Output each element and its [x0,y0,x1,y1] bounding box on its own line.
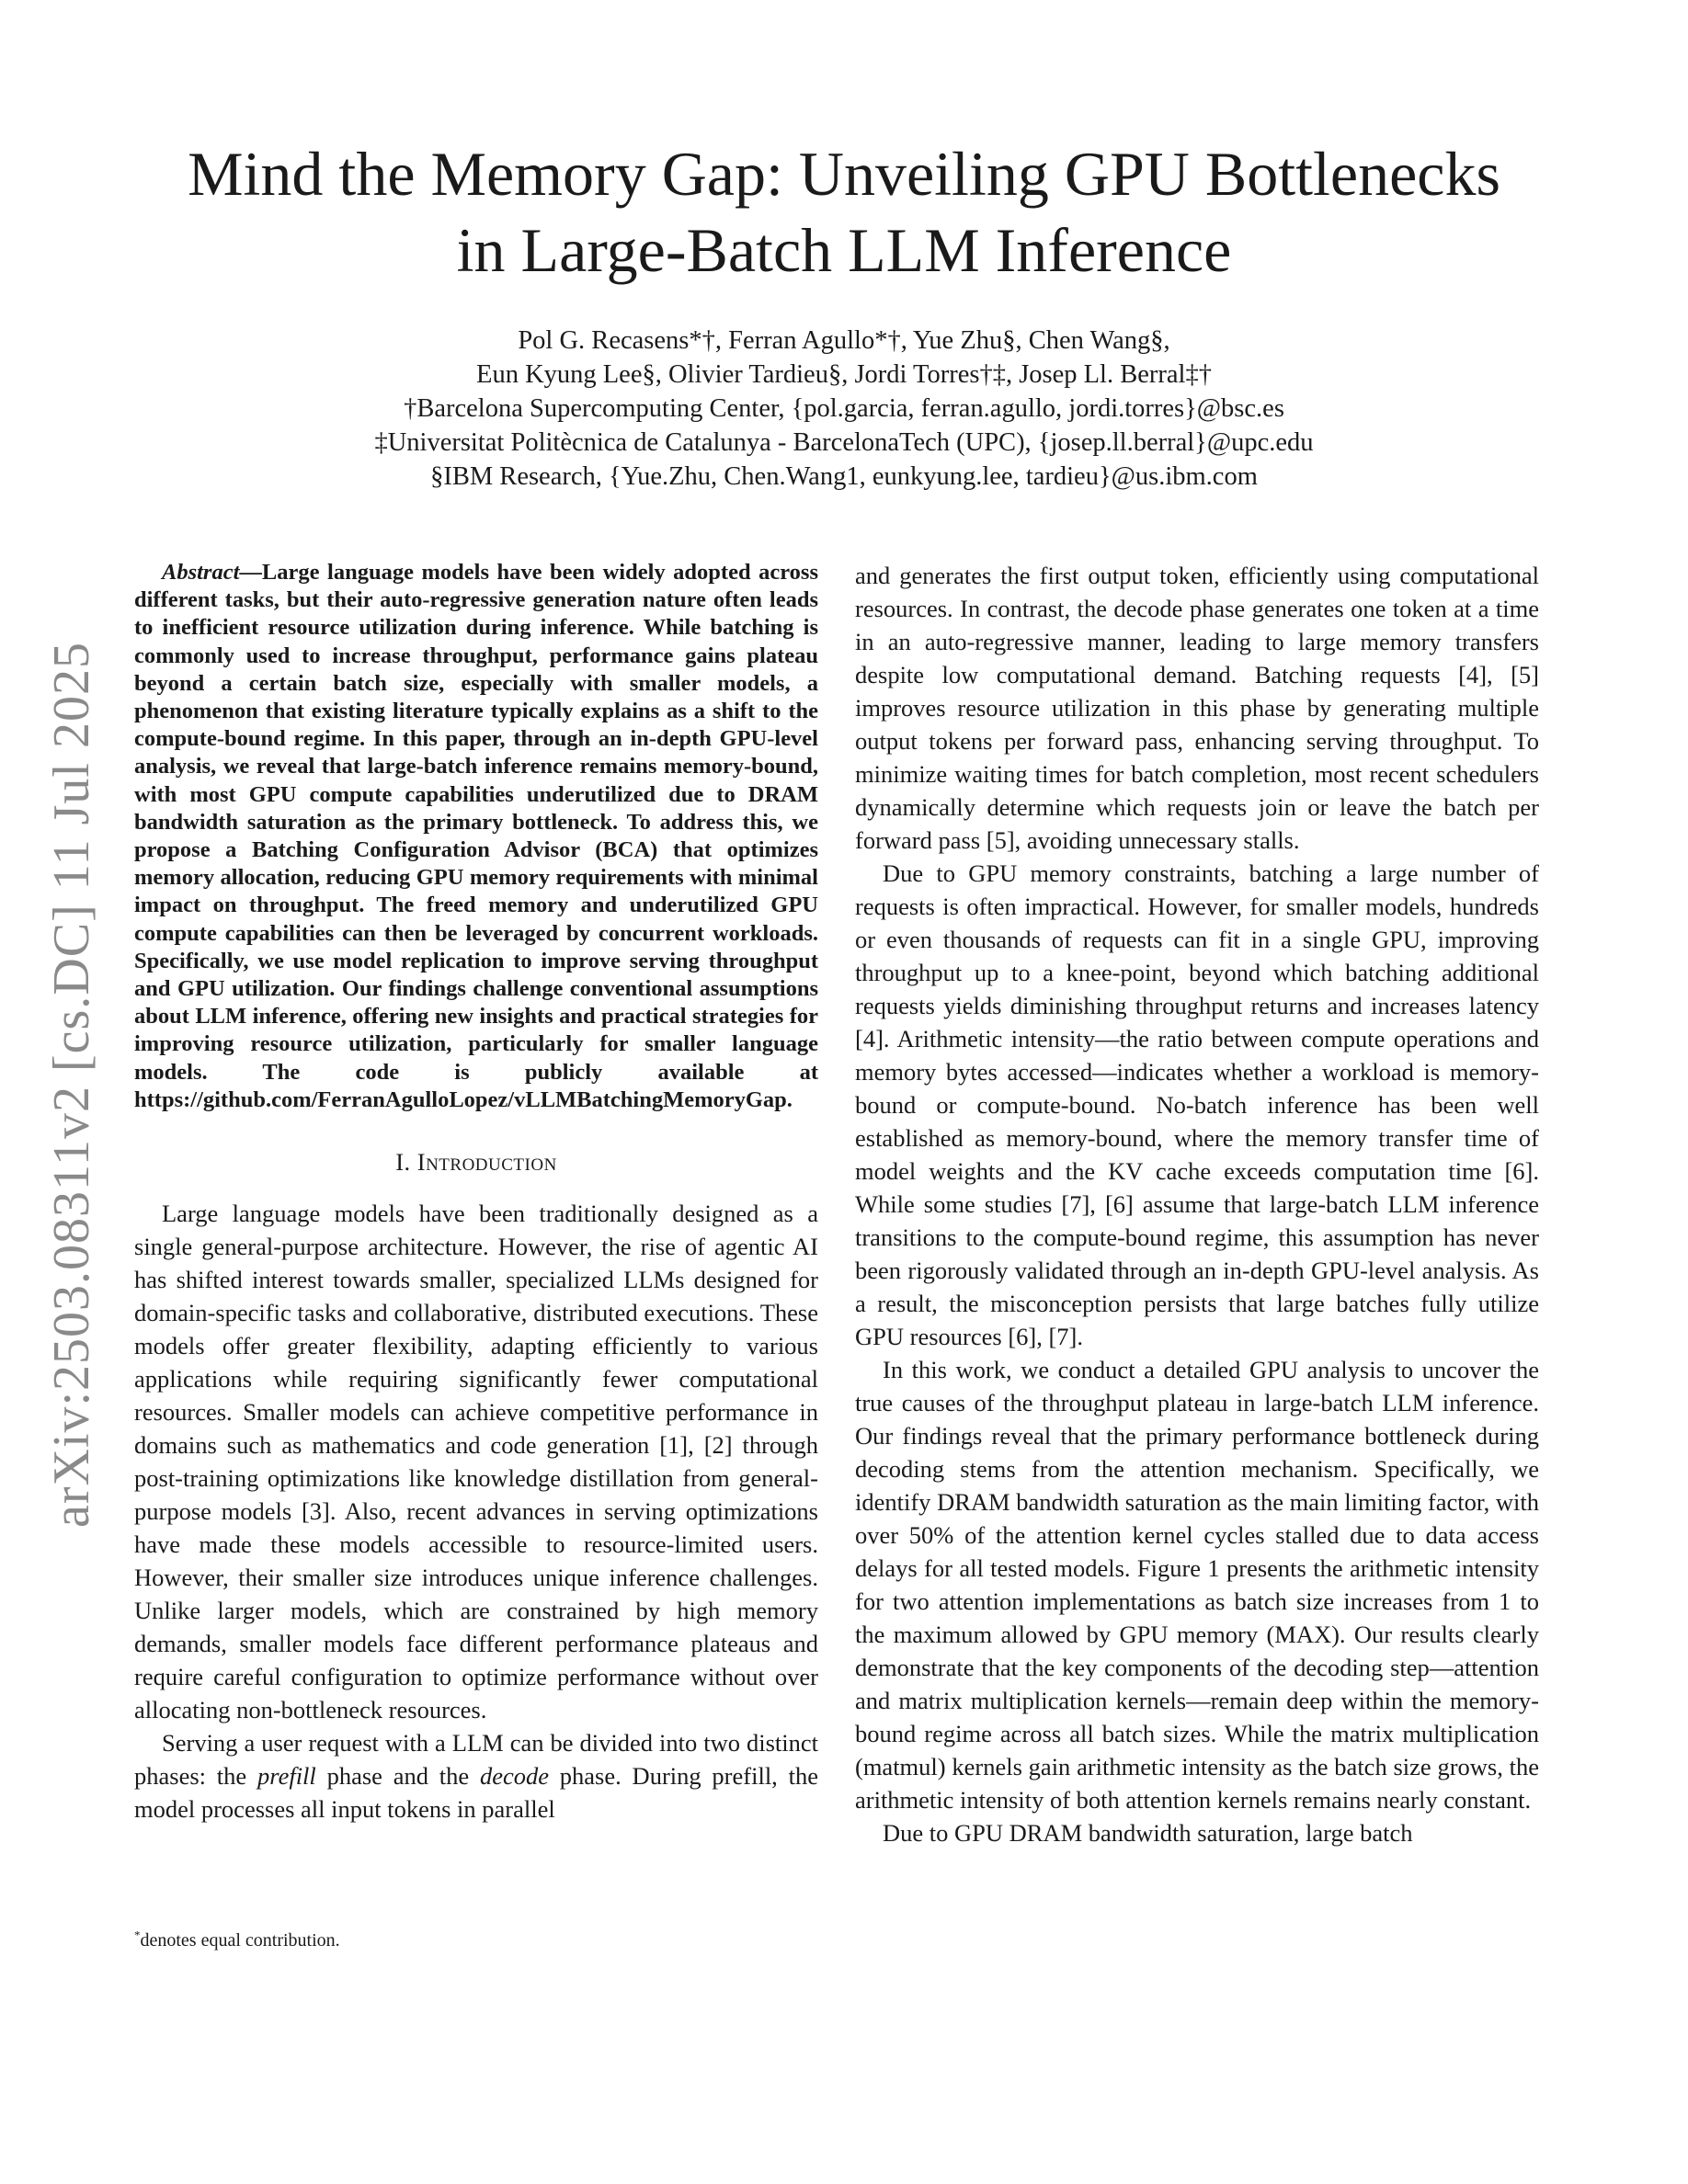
serving-text-2: phase and the [315,1762,480,1791]
section-number: I. [395,1148,411,1177]
serving-text-3: phase. During prefill, the model processes all input tokens in parallel [134,1762,818,1824]
affiliation-upc: ‡Universitat Politècnica de Catalunya - BarcelonaTech (UPC), {josep.ll.berral}@upc.edu [374,428,1314,457]
abstract-text: —Large language models have been widely adopted across different tasks, but their auto-regressive generation nature often leads to inefficient resource utilization during inference. While batching is commonly used to increase throughput, performance gains plateau beyond a certain batch size, especially with smaller models, a phenomenon that existing literature typically explains as a shift to the compute-bound regime. In this paper, through an in-depth GPU-level analysis, we reveal that large-batch inference remains memory-bound, with most GPU compute capabilities underutilized due to DRAM bandwidth saturation as the primary bottleneck. To address this, we propose a Batching Configuration Advisor (BCA) that optimizes memory allocation, reducing GPU memory requirements with minimal impact on throughput. The freed memory and underutilized GPU compute capabilities can then be leveraged by concurrent workloads. Specifically, we use model replication to improve serving throughput and GPU utilization. Our findings challenge conventional assumptions about LLM inference, offering new insights and practical strategies for improving resource utilization, particularly for smaller language models. The code is publicly available at https://github.com/FerranAgulloLopez/vLLMBatchingMemoryGap. [134,560,818,1112]
left-column [134,559,818,1826]
paper-title [0,136,1688,289]
intro-paragraph-5: Due to GPU DRAM bandwidth saturation, large batch [883,1819,1413,1847]
intro-paragraph-2 [134,1726,818,1826]
prefill-term: prefill [257,1762,316,1791]
title-line-1: Mind the Memory Gap: Unveiling GPU Bottlenecks [188,139,1500,209]
footnote [134,1928,818,1952]
arxiv-identifier: arXiv:2503.08311v2 [cs.DC] 11 Jul 2025 [43,642,100,1528]
intro-paragraph-4: In this work, we conduct a detailed GPU analysis to uncover the true causes of the throughput plateau in large-batch LLM inference. Our findings reveal that the primary performance bottleneck during decoding stems from the attention mechanism. Specifically, we identify DRAM bandwidth saturation as the main limiting factor, with over 50% of the attention kernel cycles stalled due to data access delays for all tested models. Figure 1 presents the arithmetic intensity for two attention implementations as batch size increases from 1 to the maximum allowed by GPU memory (MAX). Our results clearly demonstrate that the key components of the decoding step—attention and matrix multiplication kernels—remain deep within the memory-bound regime across all batch sizes. While the matrix multiplication (matmul) kernels gain arithmetic intensity as the batch size grows, the arithmetic intensity of both attention kernels remains nearly constant. [855,1356,1539,1814]
decode-term: decode [479,1762,549,1791]
author-line-1: Pol G. Recasens*†, Ferran Agullo*†, Yue Zhu§, Chen Wang§, [518,326,1170,355]
serving-text-1: Serving a user request with a LLM can be divided into two distinct phases: the [134,1729,818,1791]
footnote-text: denotes equal contribution. [140,1930,340,1951]
author-block [0,324,1688,494]
title-line-2: in Large-Batch LLM Inference [456,215,1232,285]
intro-paragraph-continued: and generates the first output token, efficiently using computational resources. In contrast, the decode phase generates one token at a time in an auto-regressive manner, leading to large memory transfers despite low computational demand. Batching requests [4], [5] improves resource utilization in this phase by generating multiple output tokens per forward pass, enhancing serving throughput. To minimize waiting times for batch completion, most recent schedulers dynamically determine which requests join or leave the batch per forward pass [5], avoiding unnecessary stalls. [855,562,1539,854]
affiliation-bsc: †Barcelona Supercomputing Center, {pol.garcia, ferran.agullo, jordi.torres}@bsc.es [404,394,1284,423]
intro-paragraph-1: Large language models have been traditionally designed as a single general-purpose architecture. However, the rise of agentic AI has shifted interest towards smaller, specialized LLMs designed for domain-specific tasks and collaborative, distributed executions. These models offer greater flexibility, adapting efficiently to various applications while requiring significantly fewer computational resources. Smaller models can achieve competitive performance in domains such as mathematics and code generation [1], [2] through post-training optimizations like knowledge distillation from general-purpose models [3]. Also, recent advances in serving optimizations have made these models accessible to resource-limited users. However, their smaller size introduces unique inference challenges. Unlike larger models, which are constrained by high memory demands, smaller models face different performance plateaus and require careful configuration to optimize performance without over allocating non-bottleneck resources. [134,1200,818,1724]
affiliation-ibm: §IBM Research, {Yue.Zhu, Chen.Wang1, eunkyung.lee, tardieu}@us.ibm.com [430,462,1258,491]
author-line-2: Eun Kyung Lee§, Olivier Tardieu§, Jordi Torres†‡, Josep Ll. Berral‡† [476,360,1212,389]
section-heading [134,1145,818,1178]
abstract-label: Abstract [162,560,240,585]
intro-paragraph-3: Due to GPU memory constraints, batching a large number of requests is often impractical. However, for smaller models, hundreds or even thousands of requests can fit in a single GPU, improving throughput up to a knee-point, beyond which batching additional requests yields diminishing throughput returns and increases latency [4]. Arithmetic intensity—the ratio between compute operations and memory bytes accessed—indicates whether a workload is memory-bound or compute-bound. No-batch inference has been well established as memory-bound, where the memory transfer time of model weights and the KV cache exceeds computation time [6]. While some studies [7], [6] assume that large-batch LLM inference transitions to the compute-bound regime, this assumption has never been rigorously validated through an in-depth GPU-level analysis. As a result, the misconception persists that large batches fully utilize GPU resources [6], [7]. [855,859,1539,1350]
section-title: Introduction [416,1148,557,1177]
right-column [855,559,1539,1849]
abstract [134,559,818,1114]
footnote-mark: * [134,1928,141,1942]
